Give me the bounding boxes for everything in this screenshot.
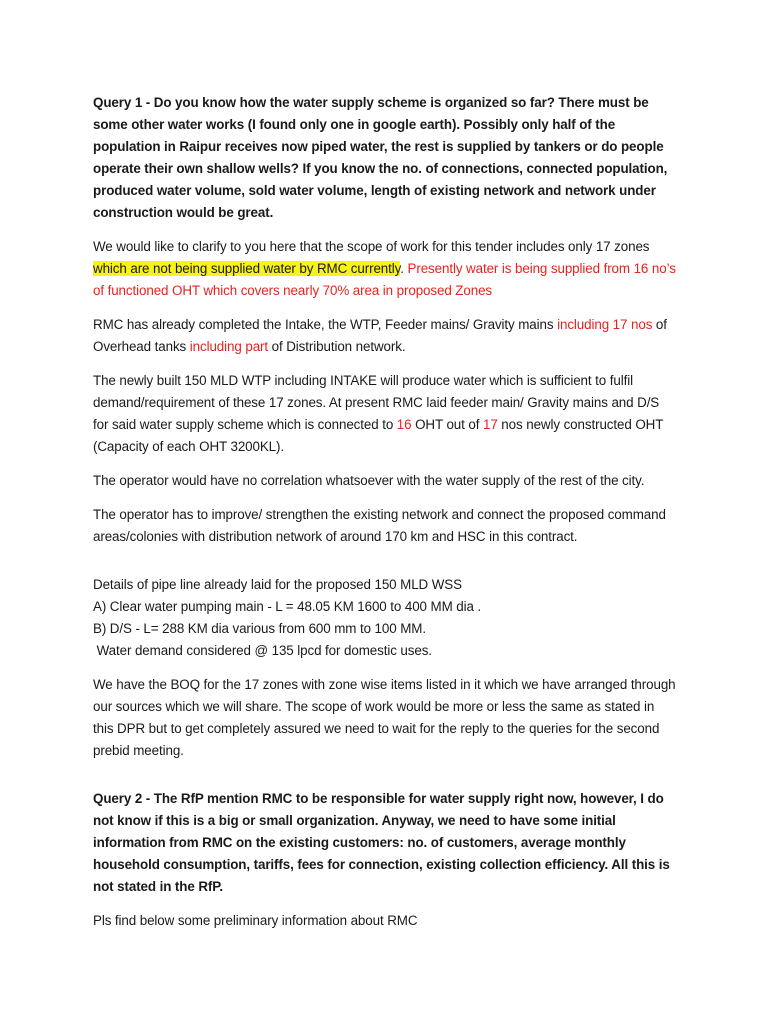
scope-highlight: which are not being supplied water by RMC currently [93,261,401,276]
wtp-red-2: 17 [482,417,498,432]
final-paragraph: Pls find below some preliminary information about RMC [93,913,418,928]
scope-text-2: . [400,261,408,276]
scope-red-note: Presently water is being supplied from 16 no’s of functioned OHT which covers nearly 70% area in proposed Zones [93,261,676,298]
query-1-text: Query 1 - Do you know how the water supply scheme is organized so far? There must be some other water works (I found only one in google earth). Possibly only half of the population in Raipur receives now piped water, the rest is supplied by tankers or do people operate their own shallow wells? If you know the no. of connections, connected population, produced water volume, sold water volume, length of existing network and network under construction would be great. [93,95,668,220]
rmc-paragraph [93,314,678,358]
operator-paragraph-2: The operator has to improve/ strengthen the existing network and connect the proposed command areas/colonies with distribution network of around 170 km and HSC in this contract. [93,507,666,544]
rmc-text-2: of Overhead tanks [93,317,667,354]
wtp-paragraph [93,370,678,458]
rmc-text-3: of Distribution network. [268,339,406,354]
wtp-text-3: nos newly constructed OHT (Capacity of each OHT 3200KL). [93,417,664,454]
scope-text-1: We would like to clarify to you here that the scope of work for this tender includes only 17 zones [93,239,650,254]
operator-paragraph-1: The operator would have no correlation whatsoever with the water supply of the rest of the city. [93,473,645,488]
pipeline-details-heading: Details of pipe line already laid for the proposed 150 MLD WSS [93,577,462,592]
pipeline-item-a: A) Clear water pumping main - L = 48.05 KM 1600 to 400 MM dia . [93,599,482,614]
wtp-text-2: OHT out of [411,417,483,432]
query-2-text: Query 2 - The RfP mention RMC to be responsible for water supply right now, however, I do not know if this is a big or small organization. Anyway, we need to have some initial information from RMC on the existing customers: no. of customers, average monthly household consumption, tariffs, fees for connection, existing collection efficiency. All this is not stated in the RfP. [93,791,670,894]
scope-paragraph [93,236,678,302]
wtp-red-1: 16 [396,417,412,432]
wtp-text-1: The newly built 150 MLD WTP including INTAKE will produce water which is sufficient to fulfil demand/requirement of these 17 zones. At present RMC laid feeder main/ Gravity mains and D/S for said water supply scheme which is connected to [93,373,660,432]
pipeline-item-b: B) D/S - L= 288 KM dia various from 600 mm to 100 MM. [93,621,426,636]
rmc-text-1: RMC has already completed the Intake, the WTP, Feeder mains/ Gravity mains [93,317,558,332]
rmc-red-1: including 17 nos [557,317,653,332]
rmc-red-2: including part [189,339,269,354]
water-demand-line: Water demand considered @ 135 lpcd for domestic uses. [93,643,432,658]
boq-paragraph: We have the BOQ for the 17 zones with zone wise items listed in it which we have arranged through our sources which we will share. The scope of work would be more or less the same as stated in this DPR but to get completely assured we need to wait for the reply to the queries for the second prebid meeting. [93,677,676,758]
pipeline-details [93,574,678,662]
